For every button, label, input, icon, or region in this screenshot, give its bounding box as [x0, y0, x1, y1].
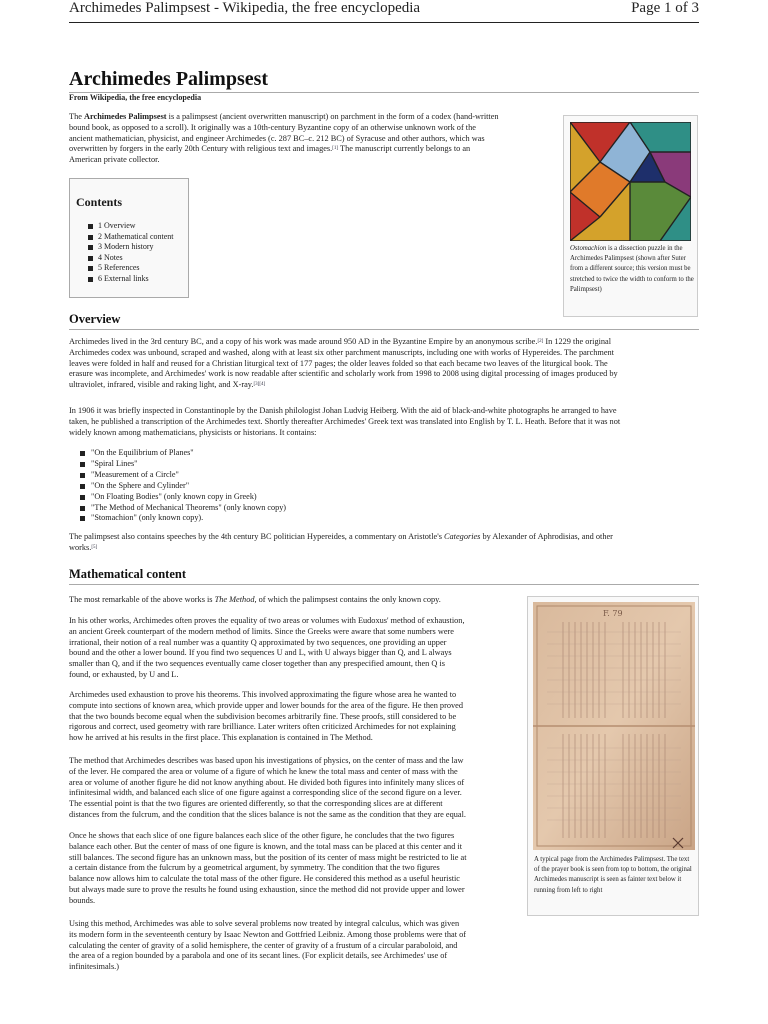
print-header — [69, 0, 699, 22]
header-rule — [69, 22, 699, 23]
intro-line: The Archimedes Palimpsest is a palimpsest (ancient overwritten manuscript) on parchment in the form of a codex (hand-written — [69, 112, 499, 121]
overview-paragraph-3: The palimpsest also contains speeches by the 4th century BC politician Hypereides, a commentary on Aristotle's Categories by Alexander of Aphrodisias, and other works.[5] — [69, 532, 613, 552]
overview-heading: Overview — [69, 312, 121, 326]
intro-line: American private collector. — [69, 155, 160, 165]
work-item[interactable]: "On the Sphere and Cylinder" — [80, 481, 286, 492]
from-wikipedia: From Wikipedia, the free encyclopedia — [69, 93, 202, 102]
intro-line: bound book, as opposed to a scroll). It originally was a 10th-century Byzantine copy of an otherwise unknown work of the — [69, 122, 476, 132]
toc-title: Contents — [76, 195, 123, 209]
intro-paragraph — [69, 112, 561, 166]
manuscript-caption: A typical page from the Archimedes Palimpsest. The text of the prayer book is seen from top to bottom, the original Archimedes manuscript is seen as fainter text below it running from left to right — [534, 856, 692, 894]
toc-list — [88, 221, 174, 285]
overview-paragraph-1: Archimedes lived in the 3rd century BC, and a copy of his work was made around 950 AD in the Byzantine Empire by an anonymous scribe.[2] In 1229 the original Archimedes codex was unbound, scraped and washed, along with at least six other parchment manuscripts, including one with works of Hypereides. The parchment leaves were folded in half and reused for a Christian liturgical text of 177 pages; the older leaves folded so that each became two leaves of the liturgical book. The erasure was incomplete, and Archimedes' work is now readable after scientific and scholarly work from 1998 to 2008 using digital processing of images produced by ultraviolet, infrared, visible and raking light, and X-ray.[3][4] — [69, 337, 618, 390]
math-lead: The most remarkable of the above works is The Method, of which the palimpsest contains the only known copy. — [69, 595, 441, 604]
overview-paragraph-2: In 1906 it was briefly inspected in Constantinople by the Danish philologist Johan Ludvig Heiberg. With the aid of black-and-white photographs he arranged to have taken, he published a transcription of the Archimedes text. Shortly thereafter Archimedes' Greek text was translated into English by T. L. Heath. Before that it was not widely known among mathematicians, physicists or historians. It contains: — [69, 406, 621, 437]
work-item[interactable]: "On the Equilibrium of Planes" — [80, 448, 286, 459]
math-paragraph-3: The method that Archimedes describes was based upon his investigations of physics, on the center of mass and the law of the lever. He compared the area or volume of a figure of which he knew the total mass and center of mass with the area or volume of another figure he did not know anything about. He divided both figures into infinitely many slices of infinitesimal width, and balanced each slice of one figure against a corresponding slice of the second figure on a lever. The essential point is that the two figures are oriented differently, so that the corresponding slices are at different distances from the fulcrum, and the condition that the slices balance is not the same as the condition that they are equal. — [69, 756, 466, 819]
citation[interactable]: [3][4] — [253, 382, 266, 388]
citation[interactable]: [1] — [332, 146, 339, 152]
math-heading: Mathematical content — [69, 567, 186, 581]
print-title: Archimedes Palimpsest - Wikipedia, the free encyclopedia — [69, 0, 421, 16]
article-title: Archimedes Palimpsest — [69, 68, 269, 90]
work-item[interactable]: "Measurement of a Circle" — [80, 470, 286, 481]
math-paragraph-4: Once he shows that each slice of one figure balances each slice of the other figure, he concludes that the two figures balance each other. But the center of mass of one figure is known, and the total mass can be placed at this center and it still balances. The second figure has an unknown mass, but the position of its center of mass might be restricted to lie at a certain distance from the fulcrum by a geometrical argument, by symmetry. The condition that the two figures balance now allows him to calculate the total mass of the other figure. He considered this method as a useful heuristic but always made sure to prove the results he found using exhaustion, since the method did not provide upper and lower bounds. — [69, 831, 467, 905]
ostomachion-puzzle-icon — [570, 122, 691, 241]
works-list — [80, 448, 286, 524]
toc-item[interactable]: 1 Overview — [88, 221, 174, 232]
intro-line: overwritten by forgers in the early 20th Century with religious text and images.[1] The manuscript currently belongs to an — [69, 144, 471, 154]
work-item[interactable]: "On Floating Bodies" (only known copy in Greek) — [80, 492, 286, 503]
manuscript-figure — [527, 596, 699, 916]
math-rule — [69, 584, 699, 585]
overview-rule — [69, 329, 699, 330]
table-of-contents — [69, 178, 189, 298]
ostomachion-image[interactable] — [570, 122, 691, 241]
work-item[interactable]: "Spiral Lines" — [80, 459, 286, 470]
citation[interactable]: [5] — [91, 544, 98, 550]
math-paragraph-2: Archimedes used exhaustion to prove his theorems. This involved approximating the figure whose area he wanted to compute into sections of known area, which provide upper and lower bounds for the area of the figure. He then proved that the two bounds become equal when the subdivision becomes arbitrarily fine. These proofs, still considered to be rigorous and correct, used geometry with rare brilliance. Later writers often criticized Archimedes for not explaining how he arrived at his results in the first place. This explanation is contained in The Method. — [69, 690, 463, 743]
manuscript-page-icon — [533, 602, 695, 850]
toc-item[interactable]: 5 References — [88, 263, 174, 274]
intro-line: ancient mathematician, physicist, and engineer Archimedes (c. 287 BC–c. 212 BC) of Syracuse and other authors, which was — [69, 133, 485, 143]
ostomachion-caption: Ostomachion is a dissection puzzle in the Archimedes Palimpsest (shown after Suter from a different source; this version must be stretched to twice the width to conform to the Palimpsest) — [570, 245, 694, 293]
math-paragraph-1: In his other works, Archimedes often proves the equality of two areas or volumes with Eudoxus' method of exhaustion, an ancient Greek counterpart of the modern method of limits. Since the Greeks were aware that some numbers were irrational, their notion of a real number was a quantity Q approximated by two sequences, one providing an upper bound and the other a lower bound. If you find two sequences U and L, with U always bigger than Q, and L always smaller than Q, and if the two sequences eventually came closer together than any prespecified amount, then Q is found, or exhausted, by U and L. — [69, 616, 465, 679]
ostomachion-figure — [563, 115, 698, 317]
citation[interactable]: [2] — [537, 339, 544, 344]
toc-item[interactable]: 6 External links — [88, 274, 174, 285]
folio-mark: F. 79 — [603, 609, 623, 618]
toc-item[interactable]: 4 Notes — [88, 253, 174, 264]
page-number: Page 1 of 3 — [631, 0, 699, 16]
work-item[interactable]: "The Method of Mechanical Theorems" (only known copy) — [80, 503, 286, 514]
toc-item[interactable]: 3 Modern history — [88, 242, 174, 253]
math-paragraph-5: Using this method, Archimedes was able to solve several problems now treated by integral calculus, which was given its modern form in the seventeenth century by Isaac Newton and Gottfried Leibniz. Among those problems were that of calculating the center of gravity of a solid hemisphere, the center of gravity of a frustum of a circular paraboloid, and the area of a region bounded by a parabola and one of its secant lines. (For explicit details, see Archimedes' use of infinitesimals.) — [69, 919, 466, 972]
toc-item[interactable]: 2 Mathematical content — [88, 232, 174, 243]
work-item[interactable]: "Stomachion" (only known copy). — [80, 513, 286, 524]
manuscript-image[interactable] — [533, 602, 695, 850]
article-name-bold: Archimedes Palimpsest — [83, 112, 167, 121]
